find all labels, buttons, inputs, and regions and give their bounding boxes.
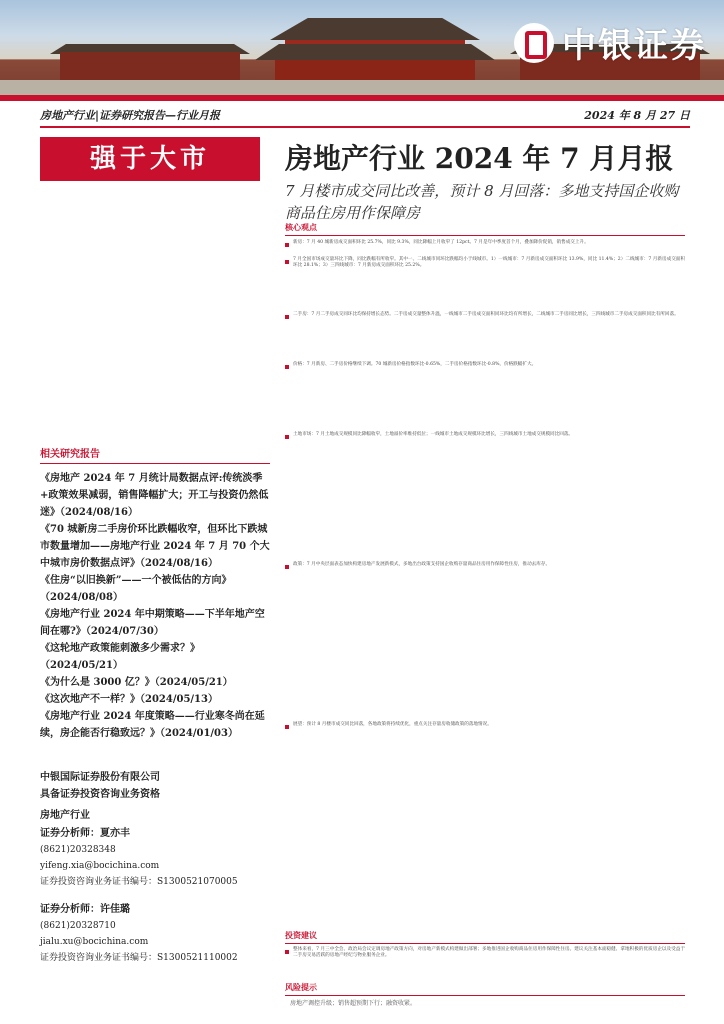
core-bullet [285, 432, 685, 439]
bullet-icon [285, 435, 289, 439]
analyst-phone: (8621)20328348 [40, 845, 116, 855]
related-report-link[interactable]: 《房地产行业 2024 年度策略——行业寒冬尚在延续，房企能否行稳致远？》（2024/01/03） [40, 711, 265, 739]
core-bullet-text: 7 月全国市场成交量环比下降，同比跌幅有所收窄。其中一、二线城市同环比跌幅均小于线城市。1）一线城市：7 月新房成交面积环比 13.9%，同比 11.4%；2）二线城市：7 月新房成交面积环比 28.1%；3）三四线城市：7 月新房成交面积环比 25.2%。 [293, 257, 685, 269]
analyst-phone: (8621)20328710 [40, 921, 116, 931]
palace-ground [0, 80, 724, 95]
bullet-icon [285, 365, 289, 369]
report-subtitle: 7 月楼市成交同比改善，预计 8 月回落：多地支持国企收购商品住房用作保障房 [285, 182, 679, 222]
risk-text: 房地产调控升级；销售超预期下行；融资收紧。 [290, 1000, 417, 1007]
bullet-icon [285, 725, 289, 729]
core-bullet-text: 新房：7 月 40 城新房成交面积环比 25.7%，同比 9.3%，同比降幅上月收窄了 12pct。7 月是年中季度首个月，叠加降价促销，销售成交上升。 [293, 240, 589, 245]
analyst-card [40, 902, 270, 966]
core-bullet-text: 价格：7 月新房、二手房价格继续下调。70 城新房价格指数环比-0.65%，二手房价格指数环比-0.8%，价格跌幅扩大。 [293, 362, 537, 368]
core-bullet-text: 二手房：7 月二手房成交同环比均保持增长态势。二手房成交量整体升温，一线城市二手房成交面积同环比均有所增长，二线城市二手房同比增长，三四线城市二手房成交面积同比有所回落。 [293, 312, 679, 318]
report-date: 2024 年 8 月 27 日 [584, 109, 690, 122]
analyst-email[interactable]: yifeng.xia@bocichina.com [40, 861, 160, 871]
bullet-icon [285, 260, 289, 264]
company-info [40, 769, 270, 803]
core-bullet-text: 展望：预计 8 月楼市成交同比回落，各地政策将持续优化，重点关注存量房收储政策的落地情况。 [293, 722, 492, 728]
text-lines [285, 572, 685, 722]
core-bullet [285, 257, 685, 269]
investment-bullet [285, 947, 685, 959]
core-views-heading: 核心观点 [285, 222, 685, 236]
related-heading: 相关研究报告 [40, 445, 270, 464]
related-report-link[interactable]: 《70 城新房二手房价环比跌幅收窄，但环比下跌城市数量增加——房地产行业 2024 年 7 月 70 个大中城市房价数据点评》（2024/08/16） [40, 524, 270, 569]
brand [514, 18, 706, 67]
text-lines [285, 322, 685, 362]
core-bullet [285, 312, 685, 319]
related-report-link[interactable]: 《这次地产不一样？》（2024/05/13） [40, 694, 218, 705]
bullet-icon [285, 950, 289, 954]
core-bullet [285, 722, 685, 729]
palace-roof [270, 18, 480, 40]
company-qualification: 具备证券投资咨询业务资格 [40, 789, 160, 800]
text-lines [285, 272, 685, 312]
related-report-link[interactable]: 《房地产 2024 年 7 月统计局数据点评:传统淡季+政策效果减弱，销售降幅扩大；开工与投资仍然低迷》（2024/08/16） [40, 473, 269, 518]
analyst-cert: 证券投资咨询业务证书编号：S1300521070005 [40, 877, 238, 887]
investment-section [285, 947, 685, 962]
analyst-card [40, 826, 270, 890]
header-banner [0, 0, 724, 95]
palace-wing-left [60, 52, 240, 80]
palace-roof-lower [255, 44, 495, 60]
related-report-link[interactable]: 《住房“以旧换新”——一个被低估的方向》（2024/08/08） [40, 575, 232, 603]
brand-name: 中银证券 [562, 26, 706, 66]
header-red-bar [0, 95, 724, 101]
company-name: 中银国际证券股份有限公司 [40, 772, 160, 783]
palace-hall [275, 60, 475, 80]
core-views-section [285, 222, 685, 732]
boc-logo-icon [514, 23, 554, 63]
core-bullet [285, 240, 685, 247]
core-bullet [285, 362, 685, 369]
analyst-cert: 证券投资咨询业务证书编号：S1300521110002 [40, 953, 238, 963]
text-lines [285, 250, 685, 257]
related-report-link[interactable]: 《这轮地产政策能刺激多少需求？》（2024/05/21） [40, 643, 200, 671]
analyst-name: 证券分析师：夏亦丰 [40, 828, 130, 839]
rating-badge: 强于大市 [40, 137, 260, 181]
industry-label: 房地产行业 [40, 810, 90, 821]
analyst-name: 证券分析师：许佳璐 [40, 904, 130, 915]
investment-heading: 投资建议 [285, 930, 685, 944]
core-bullet-text: 政策：7 月中央层面表态加快构建房地产发展新模式，多地出台政策支持国企收购存量商品住房用作保障性住房，推动去库存。 [293, 562, 551, 568]
report-subheader [40, 104, 690, 128]
core-bullet-text: 土地市场：7 月土地成交规模同比降幅收窄，土地溢价率维持低位；一线城市土地成交规模环比增长，三四线城市土地成交规模同比回落。 [293, 432, 574, 438]
text-lines [285, 442, 685, 562]
report-title: 房地产行业 2024 年 7 月月报 [285, 142, 674, 175]
text-lines [285, 372, 685, 432]
bullet-icon [285, 565, 289, 569]
investment-text: 整体来看，7 月三中全会、政治局会议定调房地产政策方向，对房地产新模式构建做出部署；多地推进国企收购商品住房用作保障性住房。建议关注基本面稳健、拿地积极的优质房企以及受益于二手房交易活跃的房地产经纪与物业服务企业。 [293, 947, 685, 959]
related-research-section [40, 445, 270, 742]
bullet-icon [285, 315, 289, 319]
related-report-link[interactable]: 《房地产行业 2024 年中期策略——下半年地产空间在哪?》（2024/07/30） [40, 609, 265, 637]
bullet-icon [285, 243, 289, 247]
related-report-link[interactable]: 《为什么是 3000 亿？》（2024/05/21） [40, 677, 233, 688]
risk-heading: 风险提示 [285, 982, 685, 996]
report-category: 房地产行业|证券研究报告—行业月报 [40, 109, 221, 122]
core-bullet [285, 562, 685, 569]
analyst-email[interactable]: jialu.xu@bocichina.com [40, 937, 149, 947]
